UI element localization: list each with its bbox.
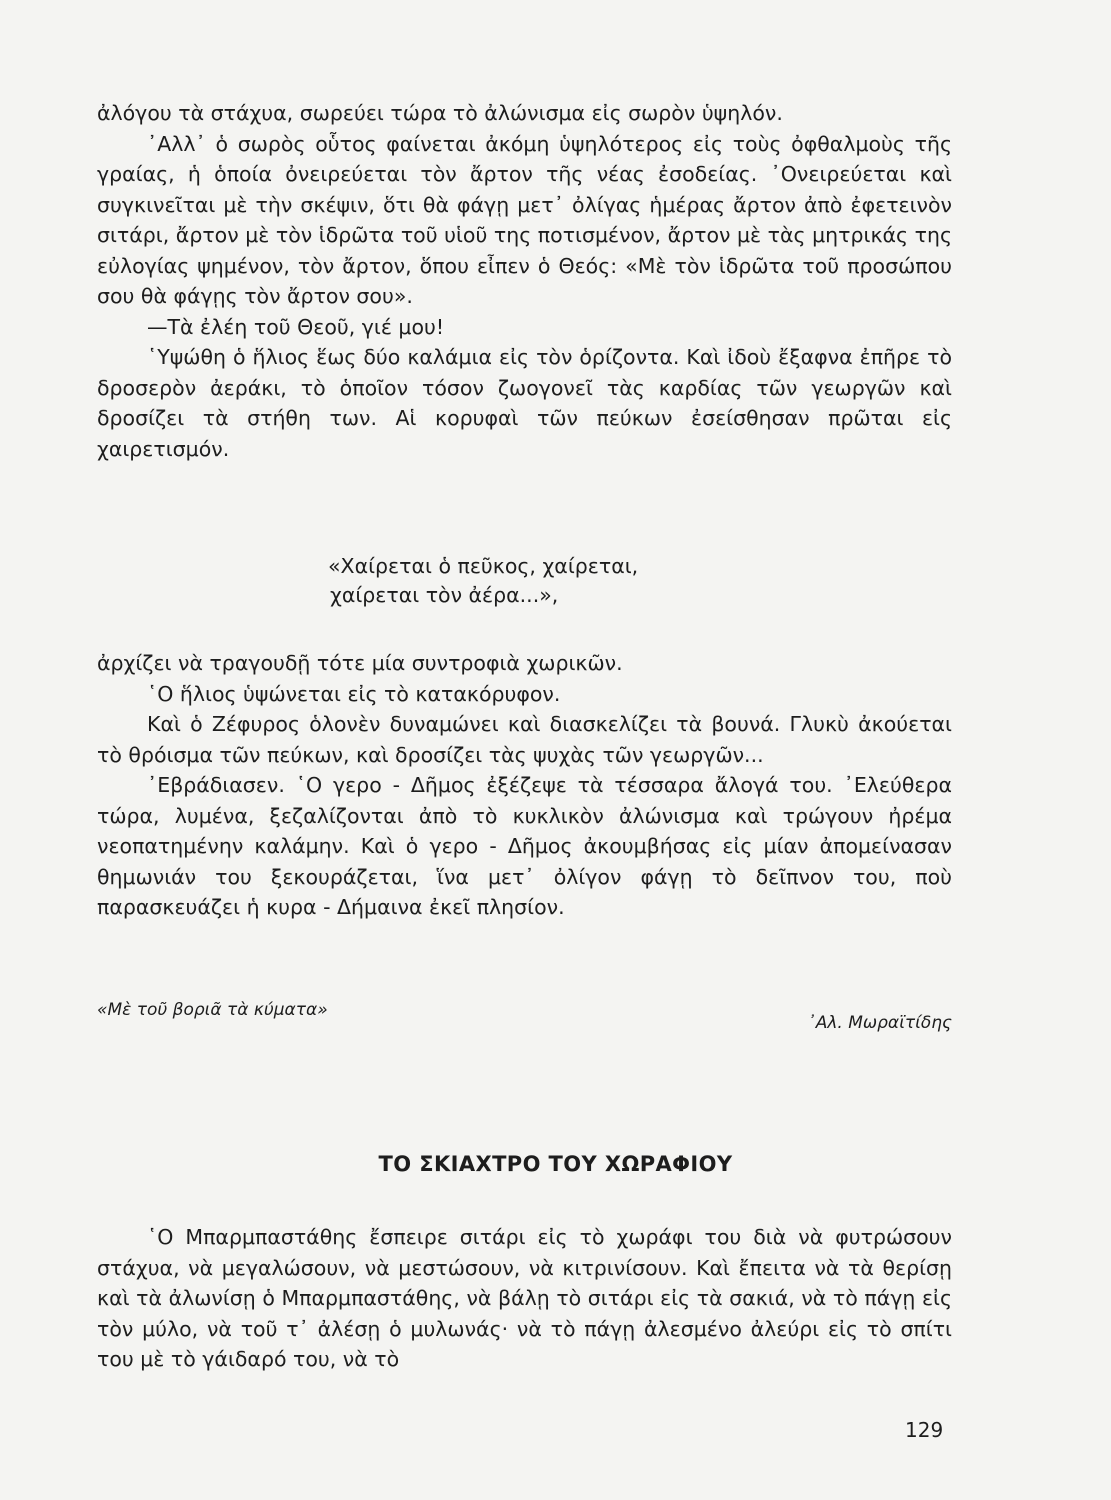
poem-quote bbox=[328, 552, 748, 610]
paragraph: ῾Ο ἥλιος ὑψώνεται εἰς τὸ κατακόρυφον. bbox=[147, 681, 561, 706]
attribution bbox=[97, 1000, 952, 1033]
section-heading: ΤΟ ΣΚΙΑΧΤΡΟ ΤΟΥ ΧΩΡΑΦΙΟΥ bbox=[378, 1152, 733, 1176]
paragraph: ᾿Εβράδιασεν. ῾Ο γερο - Δῆμος ἐξέζεψε τὰ τέσσαρα ἄλογά του. ᾿Ελεύθερα τώρα, λυμένα, ξεζαλίζονται ἀπὸ τὸ κυκλικὸν ἀλώνισμα καὶ τρώγουν ἠρέμα νεοπατημένην καλάμην. Καὶ ὁ γερο - Δῆμος ἀκουμβήσας εἰς μίαν ἀπομείνασαν θημωνιάν του ξεκουράζεται, ἵνα μετ᾿ ὀλίγον φάγῃ τὸ δεῖπνον του, ποὺ παρασκευάζει ἡ κυρα - Δήμαινα ἐκεῖ πλησίον. bbox=[97, 773, 952, 919]
text-block-top bbox=[97, 98, 952, 464]
paragraph: Καὶ ὁ Ζέφυρος ὁλονὲν δυναμώνει καὶ διασκελίζει τὰ βουνά. Γλυκὺ ἀκούεται τὸ θρόισμα τῶν πεύκων, καὶ δροσίζει τὰς ψυχὰς τῶν γεωργῶν... bbox=[97, 712, 952, 767]
paragraph: ῾Ο Μπαρμπαστάθης ἔσπειρε σιτάρι εἰς τὸ χωράφι του διὰ νὰ φυτρώσουν στάχυα, νὰ μεγαλώσουν, νὰ μεστώσουν, νὰ κιτρινίσουν. Καὶ ἔπειτα νὰ τὰ θερίσῃ καὶ τὰ ἀλωνίσῃ ὁ Μπαρμπαστάθης, νὰ βάλῃ τὸ σιτάρι εἰς τὰ σακιά, νὰ τὸ πάγῃ εἰς τὸν μύλο, νὰ τοῦ τ᾿ ἀλέσῃ ὁ μυλωνάς· νὰ τὸ πάγῃ ἀλεσμένο ἀλεύρι εἰς τὸ σπίτι του μὲ τὸ γάιδαρό του, νὰ τὸ bbox=[97, 1225, 952, 1371]
poem-line: χαίρεται τὸν ἀέρα...», bbox=[330, 583, 559, 607]
paragraph: ἀρχίζει νὰ τραγουδῇ τότε μία συντροφιὰ χωρικῶν. bbox=[97, 651, 623, 675]
paragraph: ῾Υψώθη ὁ ἥλιος ἕως δύο καλάμια εἰς τὸν ὁρίζοντα. Καὶ ἰδοὺ ἔξαφνα ἐπῆρε τὸ δροσερὸν ἀεράκι, τὸ ὁποῖον τόσον ζωογονεῖ τὰς καρδίας τῶν γεωργῶν καὶ δροσίζει τὰ στήθη των. Αἱ κορυφαὶ τῶν πεύκων ἐσείσθησαν πρῶται εἰς χαιρετισμόν. bbox=[97, 345, 952, 461]
author-name: ᾿Αλ. Μωραϊτίδης bbox=[807, 1013, 952, 1033]
text-block-middle bbox=[97, 648, 952, 923]
source-title: «Μὲ τοῦ βοριᾶ τὰ κύματα» bbox=[97, 1000, 328, 1020]
text-block-bottom bbox=[97, 1222, 952, 1375]
dialogue-line: —Τὰ ἐλέη τοῦ Θεοῦ, γιέ μου! bbox=[147, 314, 445, 339]
paragraph: ἀλόγου τὰ στάχυα, σωρεύει τώρα τὸ ἀλώνισμα εἰς σωρὸν ὑψηλόν. bbox=[97, 101, 783, 125]
paragraph: ᾿Αλλ᾿ ὁ σωρὸς οὗτος φαίνεται ἀκόμη ὑψηλότερος εἰς τοὺς ὀφθαλμοὺς τῆς γραίας, ἡ ὁποία ὀνειρεύεται τὸν ἄρτον τῆς νέας ἐσοδείας. ᾿Ονειρεύεται καὶ συγκινεῖται μὲ τὴν σκέψιν, ὅτι θὰ φάγῃ μετ᾿ ὀλίγας ἡμέρας ἄρτον ἀπὸ ἐφετεινὸν σιτάρι, ἄρτον μὲ τὸν ἱδρῶτα τοῦ υἱοῦ της ποτισμένον, ἄρτον μὲ τὰς μητρικάς της εὐλογίας ψημένον, τὸν ἄρτον, ὅπου εἶπεν ὁ Θεός: «Μὲ τὸν ἱδρῶτα τοῦ προσώπου σου θὰ φάγῃς τὸν ἄρτον σου». bbox=[97, 131, 952, 308]
page-number: 129 bbox=[905, 1418, 944, 1442]
poem-line: «Χαίρεται ὁ πεῦκος, χαίρεται, bbox=[328, 554, 639, 578]
